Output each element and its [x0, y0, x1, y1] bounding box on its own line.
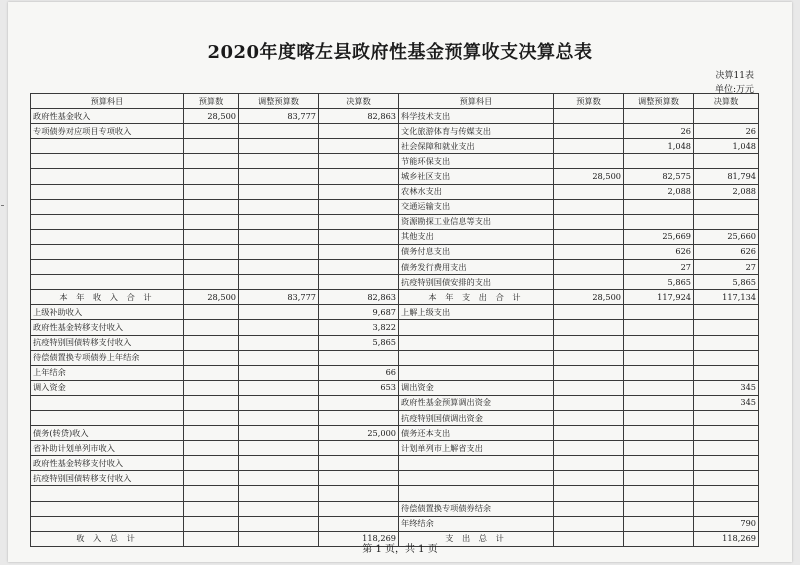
income-item-cell — [31, 244, 184, 259]
income-budget-cell — [184, 516, 239, 531]
document-page — [8, 2, 792, 562]
income-item-cell: 抗疫特别国债转移支付收入 — [31, 335, 184, 350]
expense-budget-cell — [554, 124, 624, 139]
expense-final-cell: 1,048 — [694, 139, 759, 154]
income-final-cell: 5,865 — [319, 335, 399, 350]
expense-budget-cell: 28,500 — [554, 169, 624, 184]
table-row — [31, 410, 759, 425]
expense-item-cell: 交通运输支出 — [399, 199, 554, 214]
income-item-cell: 上级补助收入 — [31, 305, 184, 320]
expense-item-cell: 政府性基金预算调出资金 — [399, 395, 554, 410]
table-total-row — [31, 290, 759, 305]
unit-label: 单位:万元 — [714, 85, 754, 95]
income-adjusted-cell — [239, 199, 319, 214]
expense-final-cell — [694, 154, 759, 169]
income-adjusted-cell — [239, 275, 319, 290]
income-item-cell — [31, 410, 184, 425]
income-item-cell: 政府性基金转移支付收入 — [31, 320, 184, 335]
income-adjusted-cell — [239, 501, 319, 516]
income-item-cell — [31, 395, 184, 410]
income-final-cell — [319, 275, 399, 290]
expense-item-cell: 上解上级支出 — [399, 305, 554, 320]
income-budget-cell — [184, 260, 239, 275]
income-final-cell — [319, 169, 399, 184]
expense-final-cell — [694, 426, 759, 441]
expense-final-cell: 2,088 — [694, 184, 759, 199]
expense-budget-cell — [554, 456, 624, 471]
table-row — [31, 516, 759, 531]
income-adjusted-cell — [239, 244, 319, 259]
income-budget-cell — [184, 501, 239, 516]
income-adjusted-cell — [239, 335, 319, 350]
expense-final-cell — [694, 199, 759, 214]
income-budget-cell: 28,500 — [184, 290, 239, 305]
income-final-cell — [319, 124, 399, 139]
income-budget-cell — [184, 441, 239, 456]
expense-budget-cell — [554, 305, 624, 320]
expense-adjusted-cell: 626 — [624, 244, 694, 259]
expense-budget-cell — [554, 154, 624, 169]
expense-final-cell — [694, 501, 759, 516]
expense-item-cell — [399, 471, 554, 486]
budget-table — [30, 93, 759, 547]
income-budget-cell — [184, 486, 239, 501]
income-item-cell — [31, 275, 184, 290]
table-row — [31, 305, 759, 320]
expense-item-cell: 债务发行费用支出 — [399, 260, 554, 275]
income-final-cell — [319, 501, 399, 516]
table-row — [31, 380, 759, 395]
income-budget-cell — [184, 169, 239, 184]
expense-final-cell — [694, 456, 759, 471]
income-item-cell: 收 入 总 计 — [31, 531, 184, 546]
expense-item-cell: 待偿债置换专项债券结余 — [399, 501, 554, 516]
income-final-cell — [319, 350, 399, 365]
income-final-cell — [319, 214, 399, 229]
table-row — [31, 320, 759, 335]
table-row — [31, 124, 759, 139]
expense-adjusted-cell — [624, 335, 694, 350]
income-final-cell — [319, 139, 399, 154]
expense-item-cell: 节能环保支出 — [399, 154, 554, 169]
income-budget-cell — [184, 350, 239, 365]
income-adjusted-cell — [239, 395, 319, 410]
income-item-cell: 抗疫特别国债转移支付收入 — [31, 471, 184, 486]
income-adjusted-cell — [239, 380, 319, 395]
expense-adjusted-cell — [624, 395, 694, 410]
expense-item-cell: 文化旅游体育与传媒支出 — [399, 124, 554, 139]
income-adjusted-cell — [239, 305, 319, 320]
income-item-cell — [31, 260, 184, 275]
income-item-cell: 上年结余 — [31, 365, 184, 380]
expense-budget-cell — [554, 244, 624, 259]
expense-adjusted-cell — [624, 441, 694, 456]
expense-budget-cell — [554, 426, 624, 441]
expense-item-cell: 年终结余 — [399, 516, 554, 531]
expense-budget-cell: 28,500 — [554, 290, 624, 305]
income-item-cell — [31, 184, 184, 199]
income-adjusted-cell — [239, 516, 319, 531]
income-item-cell — [31, 501, 184, 516]
expense-item-cell: 计划单列市上解省支出 — [399, 441, 554, 456]
income-final-cell — [319, 229, 399, 244]
income-adjusted-cell — [239, 154, 319, 169]
table-row — [31, 199, 759, 214]
income-final-cell — [319, 244, 399, 259]
income-budget-cell: 28,500 — [184, 109, 239, 124]
income-adjusted-cell — [239, 229, 319, 244]
expense-adjusted-cell: 117,924 — [624, 290, 694, 305]
expense-adjusted-cell: 5,865 — [624, 275, 694, 290]
expense-final-cell: 790 — [694, 516, 759, 531]
header-income-final: 决算数 — [319, 94, 399, 109]
income-item-cell — [31, 486, 184, 501]
income-item-cell: 债务(转贷)收入 — [31, 426, 184, 441]
expense-adjusted-cell — [624, 471, 694, 486]
income-budget-cell — [184, 395, 239, 410]
expense-budget-cell — [554, 395, 624, 410]
expense-budget-cell — [554, 501, 624, 516]
expense-item-cell: 社会保障和就业支出 — [399, 139, 554, 154]
expense-item-cell: 抗疫特别国债安排的支出 — [399, 275, 554, 290]
expense-item-cell: 本 年 支 出 合 计 — [399, 290, 554, 305]
income-final-cell — [319, 260, 399, 275]
expense-budget-cell — [554, 486, 624, 501]
expense-budget-cell — [554, 410, 624, 425]
table-header-row — [31, 94, 759, 109]
income-item-cell: 政府性基金转移支付收入 — [31, 456, 184, 471]
income-adjusted-cell — [239, 124, 319, 139]
expense-budget-cell — [554, 365, 624, 380]
table-row — [31, 184, 759, 199]
income-item-cell: 调入资金 — [31, 380, 184, 395]
expense-item-cell: 支 出 总 计 — [399, 531, 554, 546]
header-income-budget: 预算数 — [184, 94, 239, 109]
income-adjusted-cell: 83,777 — [239, 109, 319, 124]
expense-item-cell — [399, 486, 554, 501]
expense-final-cell: 25,660 — [694, 229, 759, 244]
expense-budget-cell — [554, 516, 624, 531]
table-row — [31, 169, 759, 184]
income-item-cell — [31, 214, 184, 229]
income-final-cell — [319, 471, 399, 486]
expense-final-cell — [694, 335, 759, 350]
expense-budget-cell — [554, 109, 624, 124]
income-budget-cell — [184, 471, 239, 486]
table-row — [31, 365, 759, 380]
expense-budget-cell — [554, 335, 624, 350]
income-item-cell: 专项债券对应项目专项收入 — [31, 124, 184, 139]
income-adjusted-cell — [239, 260, 319, 275]
expense-budget-cell — [554, 184, 624, 199]
income-budget-cell — [184, 380, 239, 395]
expense-final-cell — [694, 365, 759, 380]
expense-adjusted-cell — [624, 320, 694, 335]
income-budget-cell — [184, 214, 239, 229]
income-adjusted-cell — [239, 139, 319, 154]
expense-final-cell — [694, 305, 759, 320]
income-item-cell: 待偿债置换专项债券上年结余 — [31, 350, 184, 365]
table-row — [31, 501, 759, 516]
expense-adjusted-cell — [624, 109, 694, 124]
income-final-cell — [319, 410, 399, 425]
expense-final-cell — [694, 441, 759, 456]
income-adjusted-cell — [239, 214, 319, 229]
income-item-cell: 政府性基金收入 — [31, 109, 184, 124]
expense-budget-cell — [554, 214, 624, 229]
expense-item-cell: 调出资金 — [399, 380, 554, 395]
table-row — [31, 154, 759, 169]
income-final-cell: 118,269 — [319, 531, 399, 546]
expense-final-cell: 81,794 — [694, 169, 759, 184]
expense-item-cell: 城乡社区支出 — [399, 169, 554, 184]
income-final-cell: 3,822 — [319, 320, 399, 335]
table-row — [31, 486, 759, 501]
expense-adjusted-cell — [624, 154, 694, 169]
expense-adjusted-cell: 25,669 — [624, 229, 694, 244]
table-row — [31, 275, 759, 290]
income-final-cell — [319, 516, 399, 531]
expense-adjusted-cell — [624, 365, 694, 380]
income-final-cell — [319, 456, 399, 471]
expense-final-cell: 26 — [694, 124, 759, 139]
income-budget-cell — [184, 426, 239, 441]
expense-final-cell — [694, 214, 759, 229]
expense-adjusted-cell — [624, 305, 694, 320]
expense-budget-cell — [554, 471, 624, 486]
expense-adjusted-cell — [624, 380, 694, 395]
expense-item-cell — [399, 320, 554, 335]
expense-final-cell — [694, 109, 759, 124]
income-budget-cell — [184, 305, 239, 320]
header-expense-item: 预算科目 — [399, 94, 554, 109]
table-row — [31, 214, 759, 229]
expense-final-cell: 5,865 — [694, 275, 759, 290]
income-budget-cell — [184, 320, 239, 335]
expense-adjusted-cell — [624, 501, 694, 516]
expense-item-cell — [399, 335, 554, 350]
table-row — [31, 244, 759, 259]
expense-budget-cell — [554, 350, 624, 365]
income-adjusted-cell — [239, 169, 319, 184]
income-item-cell: 本 年 收 入 合 计 — [31, 290, 184, 305]
expense-budget-cell — [554, 441, 624, 456]
table-row — [31, 456, 759, 471]
income-item-cell — [31, 154, 184, 169]
expense-budget-cell — [554, 229, 624, 244]
expense-item-cell: 债务付息支出 — [399, 244, 554, 259]
income-item-cell — [31, 229, 184, 244]
expense-budget-cell — [554, 139, 624, 154]
expense-budget-cell — [554, 380, 624, 395]
income-adjusted-cell — [239, 456, 319, 471]
income-budget-cell — [184, 154, 239, 169]
table-row — [31, 260, 759, 275]
income-final-cell: 82,863 — [319, 109, 399, 124]
income-final-cell — [319, 184, 399, 199]
income-budget-cell — [184, 410, 239, 425]
page-footer: 第 1 页，共 1 页 — [362, 544, 438, 555]
income-final-cell — [319, 154, 399, 169]
expense-adjusted-cell — [624, 516, 694, 531]
income-item-cell — [31, 516, 184, 531]
expense-adjusted-cell — [624, 426, 694, 441]
income-adjusted-cell — [239, 426, 319, 441]
scan-mark — [1, 205, 4, 206]
expense-final-cell: 27 — [694, 260, 759, 275]
header-expense-adjusted: 调整预算数 — [624, 94, 694, 109]
header-income-adjusted: 调整预算数 — [239, 94, 319, 109]
header-expense-final: 决算数 — [694, 94, 759, 109]
expense-adjusted-cell: 26 — [624, 124, 694, 139]
income-adjusted-cell: 83,777 — [239, 290, 319, 305]
expense-adjusted-cell — [624, 486, 694, 501]
form-number: 决算11表 — [715, 71, 754, 81]
table-row — [31, 426, 759, 441]
expense-budget-cell — [554, 275, 624, 290]
income-final-cell: 66 — [319, 365, 399, 380]
income-item-cell — [31, 169, 184, 184]
table-row — [31, 395, 759, 410]
expense-final-cell — [694, 410, 759, 425]
header-expense-budget: 预算数 — [554, 94, 624, 109]
expense-final-cell — [694, 471, 759, 486]
income-budget-cell — [184, 244, 239, 259]
income-final-cell — [319, 395, 399, 410]
table-row — [31, 350, 759, 365]
expense-adjusted-cell — [624, 350, 694, 365]
expense-item-cell — [399, 350, 554, 365]
expense-budget-cell — [554, 320, 624, 335]
income-adjusted-cell — [239, 184, 319, 199]
table-row — [31, 139, 759, 154]
expense-budget-cell — [554, 199, 624, 214]
income-budget-cell — [184, 229, 239, 244]
expense-adjusted-cell — [624, 214, 694, 229]
income-final-cell — [319, 441, 399, 456]
income-budget-cell — [184, 139, 239, 154]
table-row — [31, 335, 759, 350]
income-final-cell: 9,687 — [319, 305, 399, 320]
income-budget-cell — [184, 335, 239, 350]
income-adjusted-cell — [239, 320, 319, 335]
expense-item-cell: 资源勘探工业信息等支出 — [399, 214, 554, 229]
income-adjusted-cell — [239, 471, 319, 486]
income-budget-cell — [184, 124, 239, 139]
income-budget-cell — [184, 199, 239, 214]
income-budget-cell — [184, 456, 239, 471]
expense-adjusted-cell: 2,088 — [624, 184, 694, 199]
header-income-item: 预算科目 — [31, 94, 184, 109]
expense-item-cell — [399, 365, 554, 380]
table-row — [31, 441, 759, 456]
table-row — [31, 471, 759, 486]
page-title: 2020年度喀左县政府性基金预算收支决算总表 — [207, 42, 593, 63]
income-budget-cell — [184, 275, 239, 290]
expense-final-cell: 117,134 — [694, 290, 759, 305]
income-item-cell — [31, 199, 184, 214]
income-adjusted-cell — [239, 410, 319, 425]
expense-final-cell: 118,269 — [694, 531, 759, 546]
income-budget-cell — [184, 184, 239, 199]
expense-item-cell: 债务还本支出 — [399, 426, 554, 441]
expense-adjusted-cell: 27 — [624, 260, 694, 275]
income-item-cell — [31, 139, 184, 154]
table-row — [31, 229, 759, 244]
income-adjusted-cell — [239, 486, 319, 501]
expense-item-cell: 抗疫特别国债调出资金 — [399, 410, 554, 425]
table-row — [31, 109, 759, 124]
expense-adjusted-cell: 1,048 — [624, 139, 694, 154]
income-adjusted-cell — [239, 365, 319, 380]
income-item-cell: 省补助计划单列市收入 — [31, 441, 184, 456]
expense-final-cell — [694, 486, 759, 501]
expense-final-cell: 626 — [694, 244, 759, 259]
expense-adjusted-cell — [624, 199, 694, 214]
expense-adjusted-cell — [624, 456, 694, 471]
expense-item-cell: 农林水支出 — [399, 184, 554, 199]
expense-item-cell — [399, 456, 554, 471]
income-final-cell: 82,863 — [319, 290, 399, 305]
expense-final-cell: 345 — [694, 395, 759, 410]
expense-final-cell: 345 — [694, 380, 759, 395]
income-budget-cell — [184, 365, 239, 380]
income-final-cell — [319, 486, 399, 501]
table-body — [31, 109, 759, 547]
expense-budget-cell — [554, 260, 624, 275]
expense-adjusted-cell — [624, 410, 694, 425]
income-final-cell: 25,000 — [319, 426, 399, 441]
expense-item-cell: 科学技术支出 — [399, 109, 554, 124]
expense-final-cell — [694, 350, 759, 365]
expense-item-cell: 其他支出 — [399, 229, 554, 244]
income-final-cell — [319, 199, 399, 214]
income-final-cell: 653 — [319, 380, 399, 395]
income-adjusted-cell — [239, 441, 319, 456]
income-adjusted-cell — [239, 350, 319, 365]
expense-final-cell — [694, 320, 759, 335]
expense-adjusted-cell: 82,575 — [624, 169, 694, 184]
